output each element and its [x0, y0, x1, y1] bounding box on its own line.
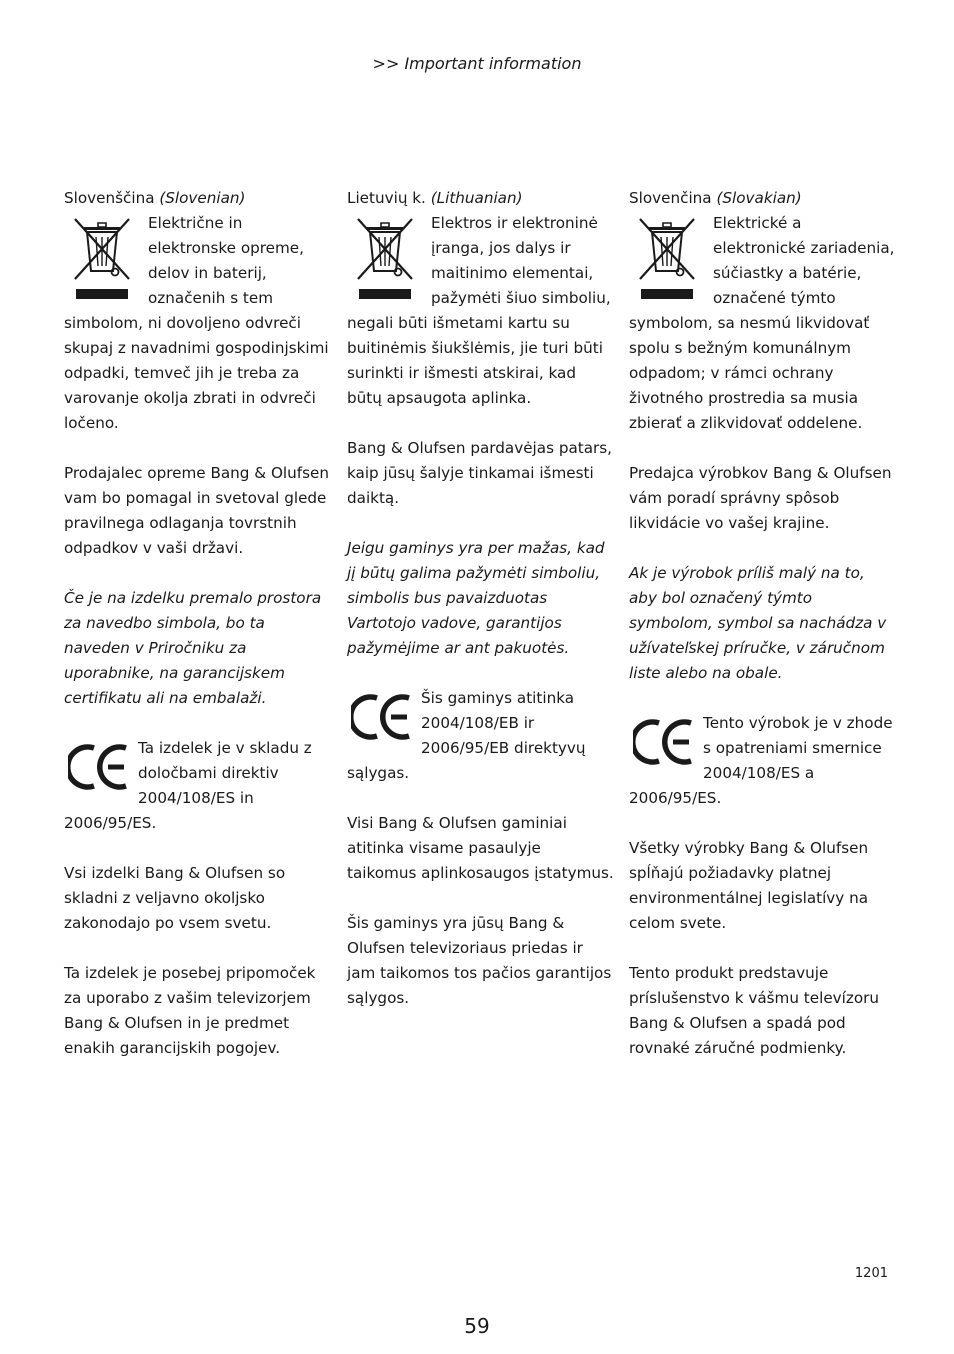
weee-disposal-text: Elektrické a elektronické zariadenia, súčiastky a batérie, označené týmto symbolom, sa nesmú likvidovať spolu s bežným komunálnym odpadom; v rámci ochrany životného prostredia sa musia zbierať a zlikvidovať oddelene. [629, 214, 895, 432]
environment-legislation-text: Všetky výrobky Bang & Olufsen spĺňajú požiadavky platnej environmentálnej legislatívy na celom svete. [629, 839, 869, 932]
crossed-out-wheelie-bin-icon [70, 213, 140, 303]
language-name-english: (Slovenian) [159, 189, 246, 207]
small-product-text: Če je na izdelku premalo prostora za navedbo simbola, bo ta naveden v Priročniku za uporabnike, na garancijskem certifikatu ali na embalaži. [64, 589, 322, 707]
language-heading [64, 186, 334, 211]
dealer-advice-text: Predajca výrobkov Bang & Olufsen vám poradí správny spôsob likvidácie vo vašej krajine. [629, 464, 892, 532]
ce-compliance-text: Tento výrobok je v zhode s opatreniami smernice 2004/108/ES a 2006/95/ES. [629, 714, 893, 807]
language-heading [629, 186, 897, 211]
language-name: Lietuvių k. [347, 189, 426, 207]
ce-compliance-text: Šis gaminys atitinka 2004/108/EB ir 2006/95/EB direktyvų sąlygas. [347, 689, 586, 782]
document-code: 1201 [854, 1266, 888, 1281]
environment-legislation-text: Visi Bang & Olufsen gaminiai atitinka visame pasaulyje taikomus aplinkosaugos įstatymus. [347, 814, 614, 882]
language-name-english: (Slovakian) [716, 189, 802, 207]
dealer-advice-text: Prodajalec opreme Bang & Olufsen vam bo pomagal in svetoval glede pravilnega odlaganja tovrstnih odpadkov v vaši državi. [64, 464, 329, 557]
ce-mark-icon [68, 742, 130, 792]
language-heading [347, 186, 615, 211]
language-name-english: (Lithuanian) [430, 189, 523, 207]
small-product-text: Ak je výrobok príliš malý na to, aby bol označený týmto symbolom, symbol sa nachádza v užívateľskej príručke, v záručnom liste alebo na obale. [629, 564, 887, 682]
column-slovenian [64, 186, 334, 1061]
header-title: Important information [404, 54, 582, 73]
environment-legislation-text: Vsi izdelki Bang & Olufsen so skladni z veljavno okoljsko zakonodajo po vsem svetu. [64, 864, 286, 932]
weee-disposal-text: Elektros ir elektroninė įranga, jos dalys ir maitinimo elementai, pažymėti šiuo simboliu, negali būti išmetami kartu su buitinėmis šiukšlėmis, jie turi būti surinkti ir išmesti atskirai, kad būtų apsaugota aplinka. [347, 214, 611, 407]
crossed-out-wheelie-bin-icon [635, 213, 705, 303]
page-number: 59 [464, 1314, 490, 1338]
dealer-advice-text: Bang & Olufsen pardavėjas patars, kaip jūsų šalyje tinkamai išmesti daiktą. [347, 439, 613, 507]
language-name: Slovenčina [629, 189, 712, 207]
accessory-warranty-text: Šis gaminys yra jūsų Bang & Olufsen televizoriaus priedas ir jam taikomos tos pačios garantijos sąlygos. [347, 914, 612, 1007]
column-slovak [629, 186, 897, 1061]
small-product-text: Jeigu gaminys yra per mažas, kad jį būtų galima pažymėti simboliu, simbolis bus pavaizduotas Vartotojo vadove, garantijos pažymėjime ar ant pakuotės. [347, 539, 605, 657]
page-header [0, 53, 954, 75]
accessory-warranty-text: Ta izdelek je posebej pripomoček za uporabo z vašim televizorjem Bang & Olufsen in je predmet enakih garancijskih pogojev. [64, 964, 316, 1057]
column-lithuanian [347, 186, 615, 1011]
accessory-warranty-text: Tento produkt predstavuje príslušenstvo k vášmu televízoru Bang & Olufsen a spadá pod rovnaké záručné podmienky. [629, 964, 880, 1057]
header-prefix: >> [372, 54, 400, 73]
language-name: Slovenščina [64, 189, 155, 207]
ce-compliance-text: Ta izdelek je v skladu z določbami direktiv 2004/108/ES in 2006/95/ES. [64, 739, 312, 832]
weee-disposal-text: Električne in elektronske opreme, delov in baterij, označenih s tem simbolom, ni dovoljeno odvreči skupaj z navadnimi gospodinjskimi odpadki, temveč jih je treba za varovanje okolja zbrati in odvreči ločeno. [64, 214, 329, 432]
ce-mark-icon [351, 692, 413, 742]
crossed-out-wheelie-bin-icon [353, 213, 423, 303]
ce-mark-icon [633, 717, 695, 767]
